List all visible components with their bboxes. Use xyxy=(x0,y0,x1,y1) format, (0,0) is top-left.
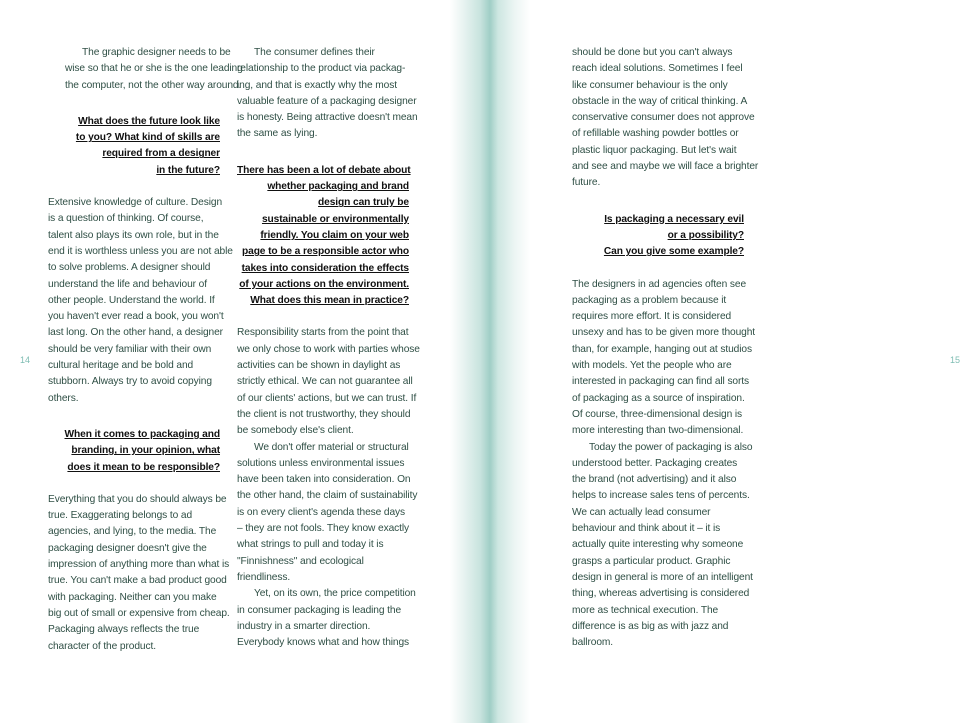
left-page-number: 14 xyxy=(20,355,31,365)
right-page-column xyxy=(572,45,759,651)
answer-sustainability-p1: Responsibility starts from the point that we only chose to work with parties whose activities can be shown in daylight as strictly ethical. We can not guarantee all of our clients' actions, but we can trust. If the client is not trustworthy, they should be somebody else's client. xyxy=(237,327,420,437)
question-responsibility: When it comes to packaging and branding, in your opinion, what does it mean to be responsible? xyxy=(64,428,220,473)
answer-necessary-evil-p1: The designers in ad agencies often see packaging as a problem because it requires more effort. It is considered unsexy and has to be given more thought than, for example, hanging out at studios with models. Yet the people who are interested in packaging can find all sorts of packaging as a source of inspiration. Of course, three-dimensional design is more interesting than two-dimensional. xyxy=(572,278,755,437)
answer-necessary-evil-p2: Today the power of packaging is also understood better. Packaging creates the brand (not advertising) and it also helps to increase sales tens of percents. We can actually lead consumer behaviour and think about it – it is actually quite interesting why someone grasps a particular product. Graphic design in general is more of an intelligent thing, whereas advertising is considered more as technical execution. The difference is as big as with jazz and ballroom. xyxy=(572,441,753,649)
left-page-column-2 xyxy=(237,45,420,651)
question-future-skills: What does the future look like to you? What kind of skills are required from a designer in the future? xyxy=(75,115,220,176)
answer-responsibility: Everything that you do should always be true. Exaggerating belongs to ad agencies, and lying, to the media. The packaging designer doesn't give the impression of anything more than what is true. You can't make a bad product good with packaging. Neither can you make big out of small or expensive from cheap. Packaging always reflects the true character of the product. xyxy=(48,493,230,652)
question-necessary-evil: Is packaging a necessary evil or a possibility? Can you give some example? xyxy=(603,213,744,258)
answer-sustainability-p2: We don't offer material or structural solutions unless environmental issues have been taken into consideration. On the other hand, the claim of sustainability is on every client's agenda these days – they are not fools. They know exactly what strings to pull and today it is "Finnishness" and ecological friendliness. xyxy=(237,441,418,583)
left-page-column-1 xyxy=(48,45,243,655)
question-sustainability: There has been a lot of debate about whether packaging and brand design can truly be sustainable or environmentally friendly. You claim on your web page to be a responsible actor who takes into consideration the effects of your actions on the environment. What does this mean in practice? xyxy=(237,164,411,307)
intro-paragraph: The graphic designer needs to be wise so that he or she is the one leading the computer, not the other way around. xyxy=(65,47,243,91)
answer-future-skills: Extensive knowledge of culture. Design is a question of thinking. Of course, talent also plays its own role, but in the end it is worthless unless you are not able to solve problems. A designer should understand the life and behaviour of other people. Understand the world. If you haven't ever read a book, you won't last long. On the other hand, a designer should be very familiar with their own cultural heritage and be bold and stubborn. Always try to avoid copying others. xyxy=(48,197,233,404)
consumer-paragraph: The consumer defines their relationship to the product via packag- ing, and that is exactly why the most valuable feature of a packaging designer is honesty. Being attractive doesn't mean the same as lying. xyxy=(237,47,418,140)
book-spine-gutter xyxy=(450,0,530,723)
right-page-number: 15 xyxy=(950,355,961,365)
continued-paragraph: should be done but you can't always reach ideal solutions. Sometimes I feel like consumer behaviour is the only obstacle in the way of critical thinking. A conservative consumer does not approve of refillable washing powder bottles or plastic liquor packaging. But let's wait and see and maybe we will face a brighter future. xyxy=(572,47,759,189)
answer-sustainability-p3: Yet, on its own, the price competition in consumer packaging is leading the industry in a smarter direction. Everybody knows what and how things xyxy=(237,588,416,649)
